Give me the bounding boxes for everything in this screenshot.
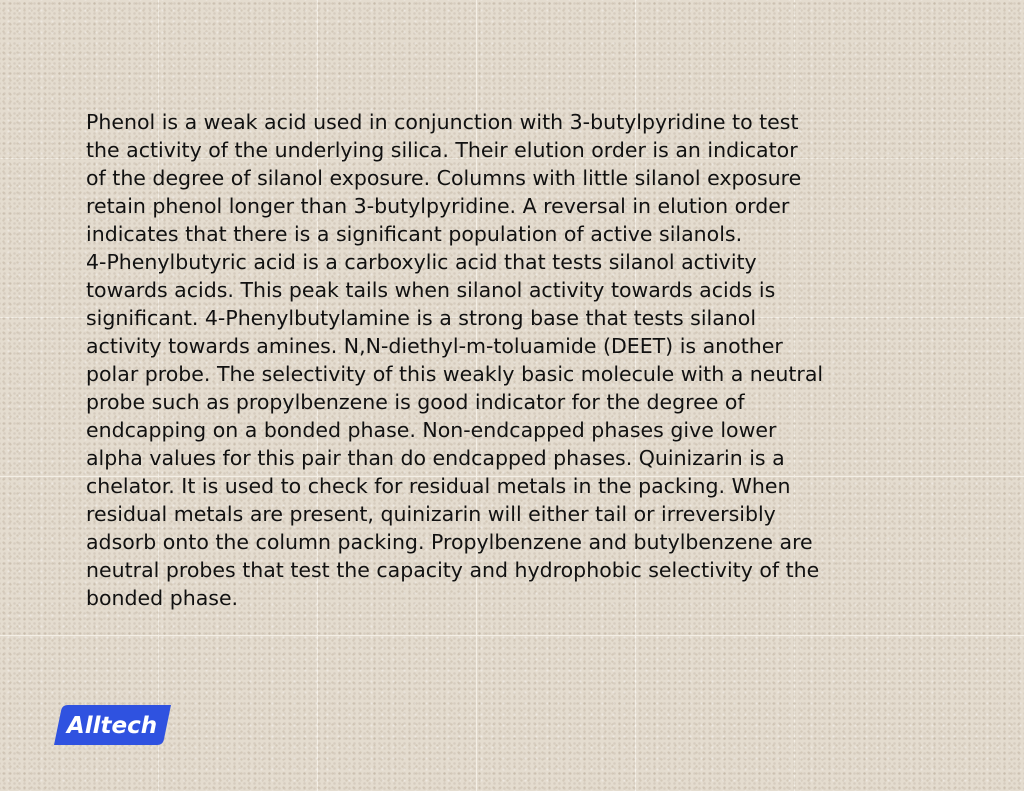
body-paragraph: Phenol is a weak acid used in conjunction with 3-butylpyridine to test the activity of the underlying silica. Their elution order is an indicator of the degree of silanol exposure. Columns with little silanol exposure retain phenol longer than 3-butylpyridine. A reversal in elution order indicates that there is a significant population of active silanols. 4-Phenylbutyric acid is a carboxylic acid that tests silanol activity towards acids. This peak tails when silanol activity towards acids is significant. 4-Phenylbutylamine is a strong base that tests silanol activity towards amines. N,N-diethyl-m-toluamide (DEET) is another polar probe. The selectivity of this weakly basic molecule with a neutral probe such as propylbenzene is good indicator for the degree of endcapping on a bonded phase. Non-endcapped phases give lower alpha values for this pair than do endcapped phases. Quinizarin is a chelator. It is used to check for residual metals in the packing. When residual metals are present, quinizarin will either tail or irreversibly adsorb onto the column packing. Propylbenzene and butylbenzene are neutral probes that test the capacity and hydrophobic selectivity of the bonded phase. <box>86 110 824 610</box>
alltech-logo-graphic <box>54 705 171 745</box>
alltech-logo-text: Alltech <box>66 713 158 739</box>
alltech-logo <box>54 705 171 745</box>
